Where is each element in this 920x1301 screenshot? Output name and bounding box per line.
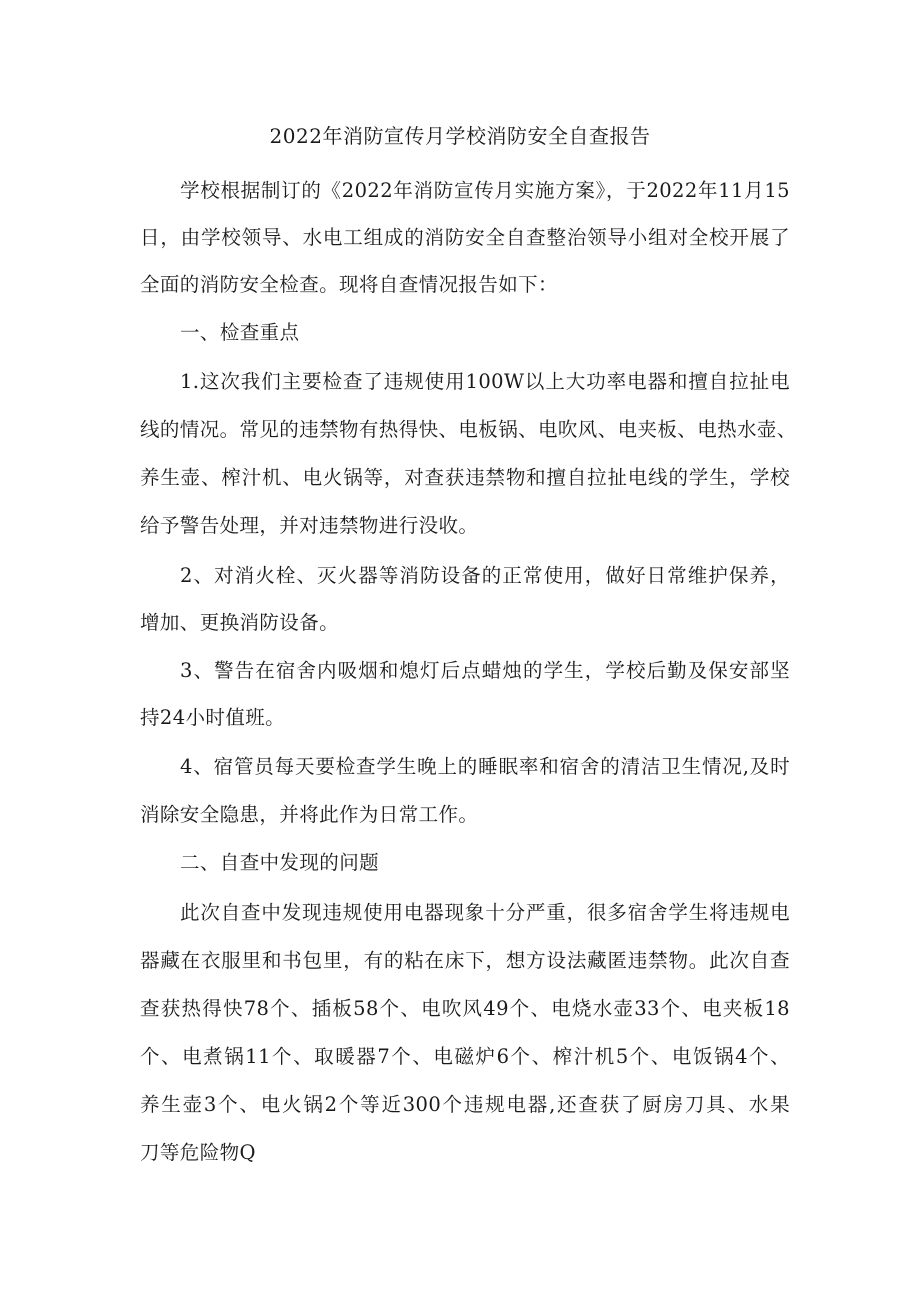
intro-line-2: 日，由学校领导、水电工组成的消防安全自查整治领导小组对全校开展了 — [140, 226, 790, 249]
problems-line-5: 养生壶3个、电火锅2个等近300个违规电器,还查获了厨房刀具、水果 — [140, 1093, 790, 1116]
document-title: 2022年消防宣传月学校消防安全自查报告 — [269, 124, 651, 148]
item3-line-2: 持24小时值班。 — [140, 706, 286, 729]
problems-line-6: 刀等危险物Q — [140, 1141, 256, 1164]
problems-line-1: 此次自查中发现违规使用电器现象十分严重，很多宿舍学生将违规电 — [180, 901, 790, 924]
item2-line-2: 增加、更换消防设备。 — [140, 611, 340, 634]
item2-line-1: 2、对消火栓、灭火器等消防设备的正常使用，做好日常维护保养， — [180, 564, 790, 587]
item1-line-1: 1.这次我们主要检查了违规使用100W以上大功率电器和擅自拉扯电 — [180, 370, 790, 393]
problems-line-3: 查获热得快78个、插板58个、电吹风49个、电烧水壶33个、电夹板18 — [140, 997, 790, 1020]
item1-line-3: 养生壶、榨汁机、电火锅等，对查获违禁物和擅自拉扯电线的学生，学校 — [140, 466, 790, 489]
item4-line-1: 4、宿管员每天要检查学生晚上的睡眠率和宿舍的清洁卫生情况,及时 — [180, 755, 790, 778]
section2-heading: 二、自查中发现的问题 — [180, 851, 380, 874]
item4-line-2: 消除安全隐患，并将此作为日常工作。 — [140, 803, 479, 826]
item1-line-2: 线的情况。常见的违禁物有热得快、电板锅、电吹风、电夹板、电热水壶、 — [140, 418, 797, 441]
problems-line-4: 个、电煮锅11个、取暖器7个、电磁炉6个、榨汁机5个、电饭锅4个、 — [140, 1045, 790, 1068]
problems-line-2: 器藏在衣服里和书包里，有的粘在床下，想方设法藏匿违禁物。此次自查 — [140, 949, 790, 972]
item1-line-4: 给予警告处理，并对违禁物进行没收。 — [140, 514, 479, 537]
item3-line-1: 3、警告在宿舍内吸烟和熄灯后点蜡烛的学生，学校后勤及保安部坚 — [180, 659, 790, 682]
intro-line-1: 学校根据制订的《2022年消防宣传月实施方案》，于2022年11月15 — [180, 179, 790, 202]
section1-heading: 一、检查重点 — [180, 321, 300, 344]
intro-line-3: 全面的消防安全检查。现将自查情况报告如下： — [140, 273, 558, 296]
